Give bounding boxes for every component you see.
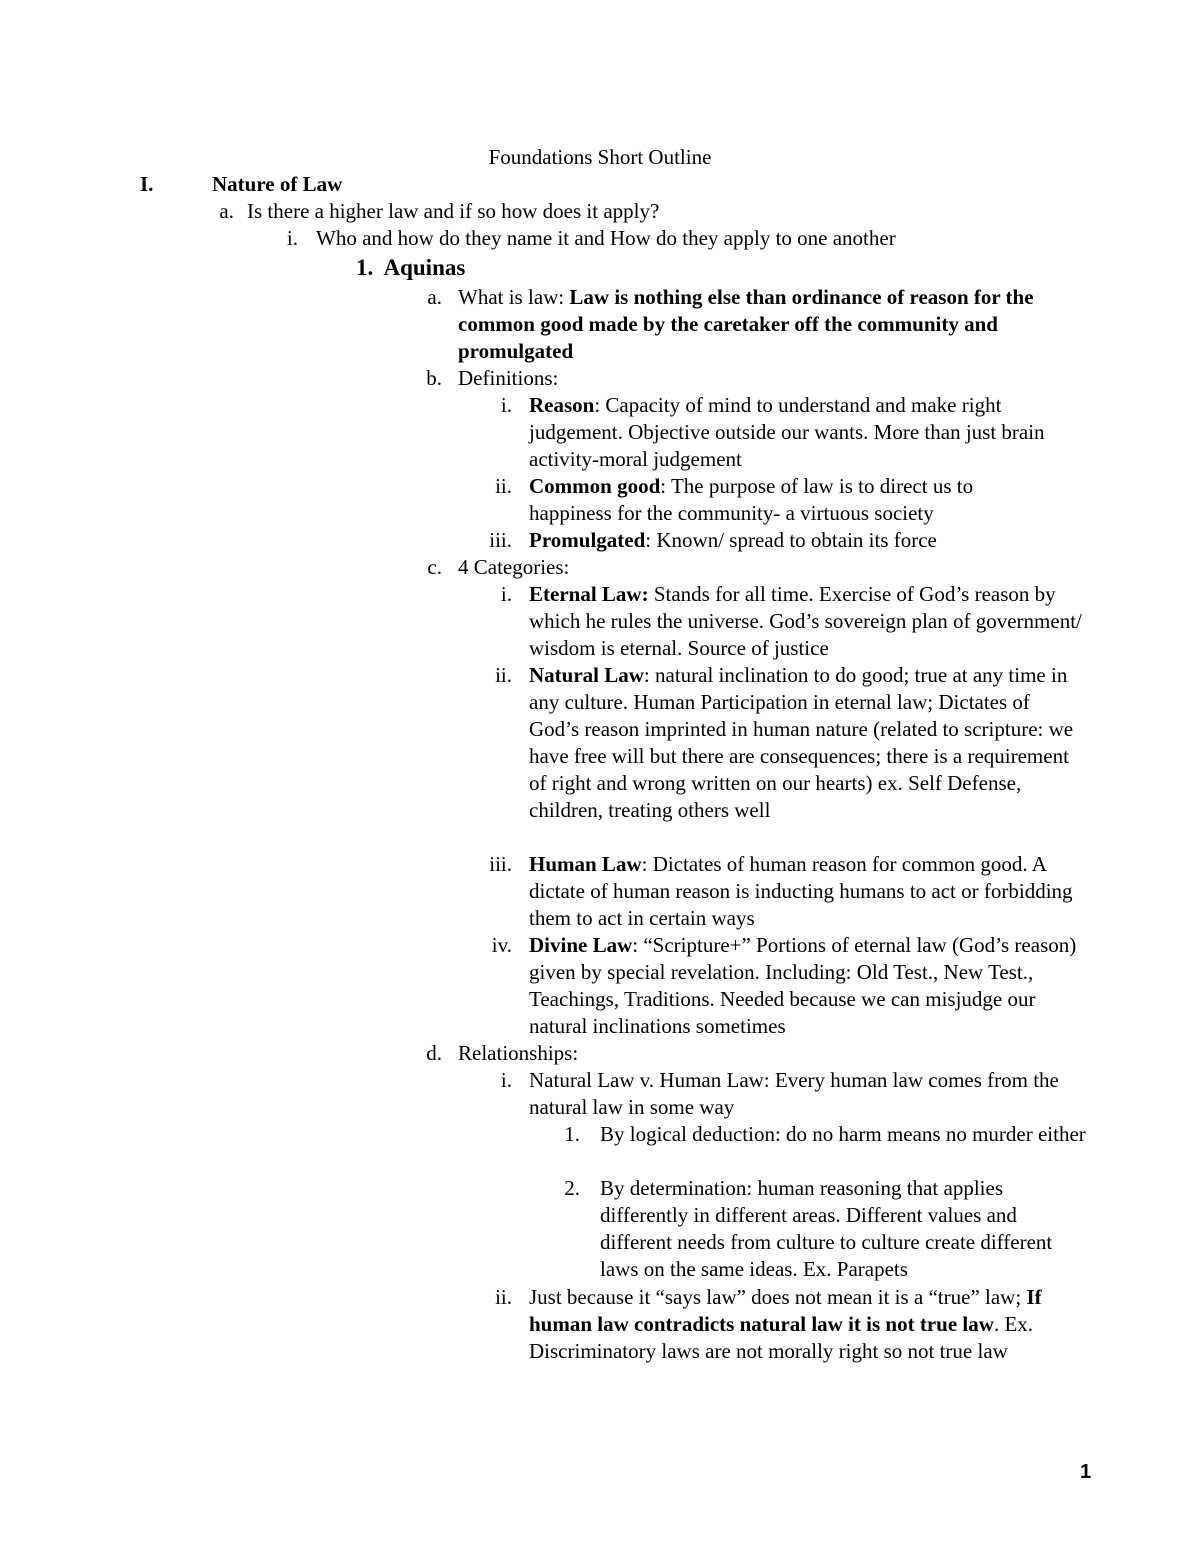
relationship-item [529, 1284, 1084, 1365]
page-number: 1 [1080, 1461, 1092, 1483]
outline-marker: ii. [495, 1285, 512, 1309]
category-item [529, 851, 1094, 932]
term: Common good [529, 474, 661, 498]
document-title: Foundations Short Outline [488, 145, 712, 169]
category-item [529, 932, 1084, 1040]
term-text: : Known/ spread to obtain its force [645, 528, 937, 552]
definition-item [529, 473, 1049, 527]
outline-marker: i. [286, 226, 298, 250]
term: Promulgated [529, 528, 646, 552]
outline-marker: ii. [495, 474, 512, 498]
definition-bold: Law is nothing else than ordinance of reason for the common good made by the caretaker off the community and promulgated [458, 285, 1034, 363]
outline-marker: 1. [564, 1122, 580, 1146]
relationship-lead: Just because it “says law” does not mean it is a “true” law; [529, 1285, 1027, 1309]
outline-marker: i. [500, 393, 512, 417]
outline-marker: iii. [489, 852, 512, 876]
term: Eternal Law: [529, 582, 649, 606]
section-heading: Nature of Law [212, 172, 343, 196]
outline-marker: 2. [564, 1176, 580, 1200]
term-text: : Capacity of mind to understand and make right judgement. Objective outside our wants. More than just brain activity-moral judgement [529, 393, 1045, 471]
term-text: : Dictates of human reason for common good. A dictate of human reason is inducting humans to act or forbidding them to act in certain ways [529, 852, 1073, 930]
category-item [529, 581, 1099, 662]
section-numeral: I. [140, 172, 154, 196]
outline-marker: ii. [495, 663, 512, 687]
term: Reason [529, 393, 595, 417]
term-text: : “Scripture+” Portions of eternal law (God’s reason) given by special revelation. Including: Old Test., New Test., Teachings, Traditions. Needed because we can misjudge our natural inclinations sometimes [529, 933, 1077, 1038]
outline-marker: d. [426, 1041, 442, 1065]
outline-marker: iv. [491, 933, 512, 957]
outline-item-text: Is there a higher law and if so how does it apply? [247, 199, 660, 223]
term-text: Stands for all time. Exercise of God’s reason by which he rules the universe. God’s sovereign plan of government/ wisdom is eternal. Source of justice [529, 582, 1082, 660]
outline-marker: a. [219, 199, 234, 223]
outline-item-text: Relationships: [458, 1041, 579, 1065]
definition-paragraph [458, 284, 1078, 365]
relationship-bold: If human law contradicts natural law it is not true law [529, 1285, 1042, 1336]
relationship-subitem: By logical deduction: do no harm means no murder either [600, 1122, 1086, 1146]
outline-marker: a. [427, 285, 442, 309]
definition-item [529, 392, 1069, 473]
term: Divine Law [529, 933, 633, 957]
term: Natural Law [529, 663, 644, 687]
relationship-tail: . Ex. Discriminatory laws are not morally right so not true law [529, 1312, 1034, 1363]
term-text: : natural inclination to do good; true at any time in any culture. Human Participation in eternal law; Dictates of God’s reason imprinted in human nature (related to scripture: we have free will but there are consequences; there is a requirement of right and wrong written on our hearts) ex. Self Defense, children, treating others well [529, 663, 1074, 822]
term-text: : The purpose of law is to direct us to happiness for the community- a virtuous society [529, 474, 974, 525]
outline-marker: b. [426, 366, 442, 390]
outline-item-text: Definitions: [458, 366, 559, 390]
outline-item-text: Who and how do they name it and How do they apply to one another [316, 226, 896, 250]
relationship-item: Natural Law v. Human Law: Every human law comes from the natural law in some way [529, 1068, 1059, 1119]
category-item [529, 662, 1084, 824]
definition-lead: What is law: [458, 285, 570, 309]
outline-item-text: 4 Categories: [458, 555, 570, 579]
term: Human Law [529, 852, 642, 876]
relationship-subitem: By determination: human reasoning that applies differently in different areas. Different values and different needs from culture to culture create different laws on the same ideas. Ex. Parapets [600, 1176, 1053, 1281]
outline-marker: i. [500, 1068, 512, 1092]
outline-marker: iii. [489, 528, 512, 552]
outline-marker: i. [500, 582, 512, 606]
outline-marker: c. [427, 555, 442, 579]
subsection-heading: 1. Aquinas [356, 255, 466, 280]
definition-item [529, 527, 1089, 554]
